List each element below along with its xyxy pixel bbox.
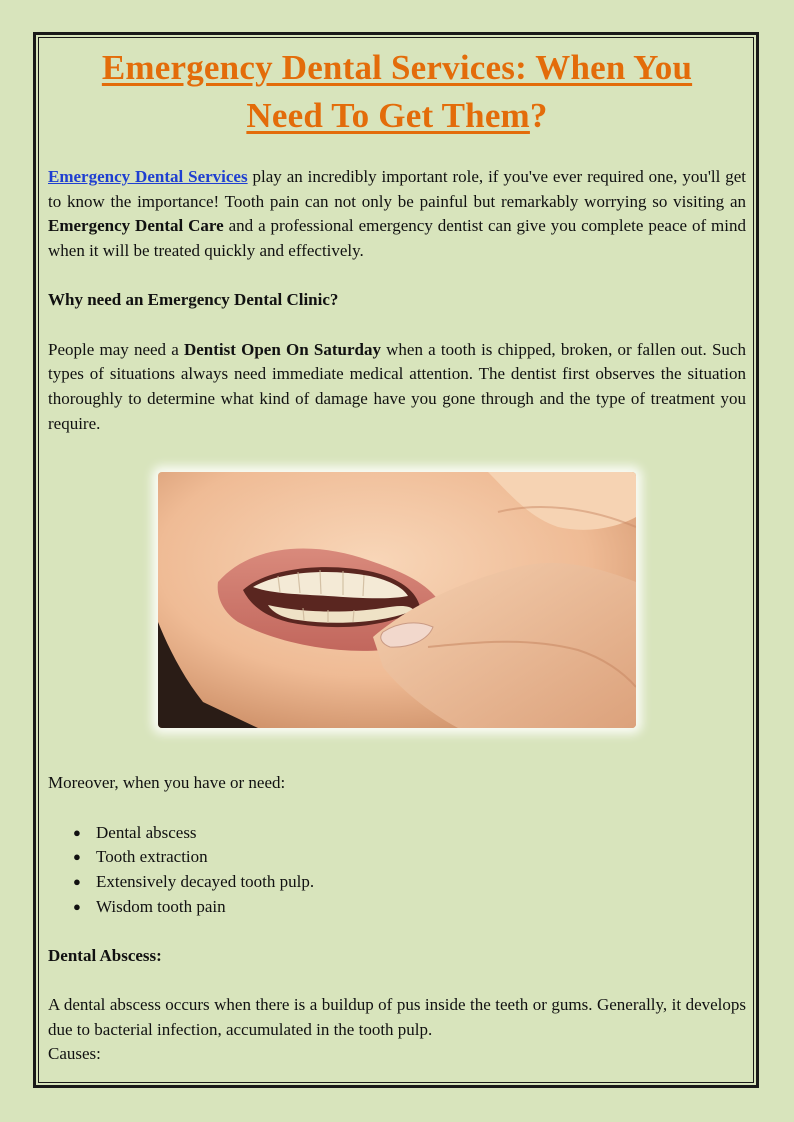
section-heading-why: Why need an Emergency Dental Clinic? bbox=[48, 290, 339, 310]
list-item-text: Wisdom tooth pain bbox=[96, 896, 226, 916]
intro-text-b: and a professional emergency dentist can give you complete peace of mind when it will be treated quickly and effectively. bbox=[48, 216, 746, 261]
intro-text-a: play an incredibly important role, if you've ever required one, you'll get to know the importance! Tooth pain can not only be painful but remarkably worrying so visiting an bbox=[48, 167, 747, 211]
abscess-paragraph: A dental abscess occurs when there is a buildup of pus inside the teeth or gums. Generally, it develops due to bacterial infection, accumulated in the tooth pulp. bbox=[48, 995, 746, 1039]
intro-paragraph bbox=[48, 165, 746, 264]
why-bold-term: Dentist Open On Saturday bbox=[183, 339, 381, 359]
section-heading-abscess: Dental Abscess: bbox=[48, 945, 162, 965]
title-line-1: Emergency Dental Services: When You bbox=[101, 48, 693, 87]
why-paragraph bbox=[48, 338, 746, 437]
bullet-icon: ● bbox=[73, 898, 81, 914]
tooth-pain-photo bbox=[158, 472, 636, 728]
bullet-icon: ● bbox=[73, 849, 81, 865]
why-text-a: People may need a bbox=[48, 339, 184, 359]
list-item bbox=[48, 821, 746, 846]
document-body bbox=[48, 44, 746, 1067]
list-item bbox=[48, 845, 746, 870]
list-item-text: Tooth extraction bbox=[96, 847, 208, 867]
list-intro: Moreover, when you have or need: bbox=[48, 773, 286, 793]
intro-bold-term: Emergency Dental Care bbox=[48, 216, 224, 236]
list-item-text: Dental abscess bbox=[96, 822, 197, 842]
list-item-text: Extensively decayed tooth pulp. bbox=[96, 871, 315, 891]
list-item bbox=[48, 895, 746, 920]
tooth-pain-illustration bbox=[158, 472, 636, 728]
emergency-dental-services-link[interactable]: Emergency Dental Services bbox=[48, 167, 248, 186]
bullet-icon: ● bbox=[73, 824, 81, 840]
causes-label: Causes: bbox=[48, 1044, 101, 1064]
title-line-2: Need To Get Them bbox=[246, 96, 530, 135]
bullet-icon: ● bbox=[73, 873, 81, 889]
list-item bbox=[48, 870, 746, 895]
page-title bbox=[48, 44, 746, 140]
needs-list bbox=[48, 821, 746, 920]
title-question-mark: ? bbox=[529, 96, 548, 135]
why-text-b: when a tooth is chipped, broken, or fallen out. Such types of situations always need immediate medical attention. The dentist first observes the situation thoroughly to determine what kind of damage have you gone through and the type of treatment you require. bbox=[48, 339, 746, 433]
